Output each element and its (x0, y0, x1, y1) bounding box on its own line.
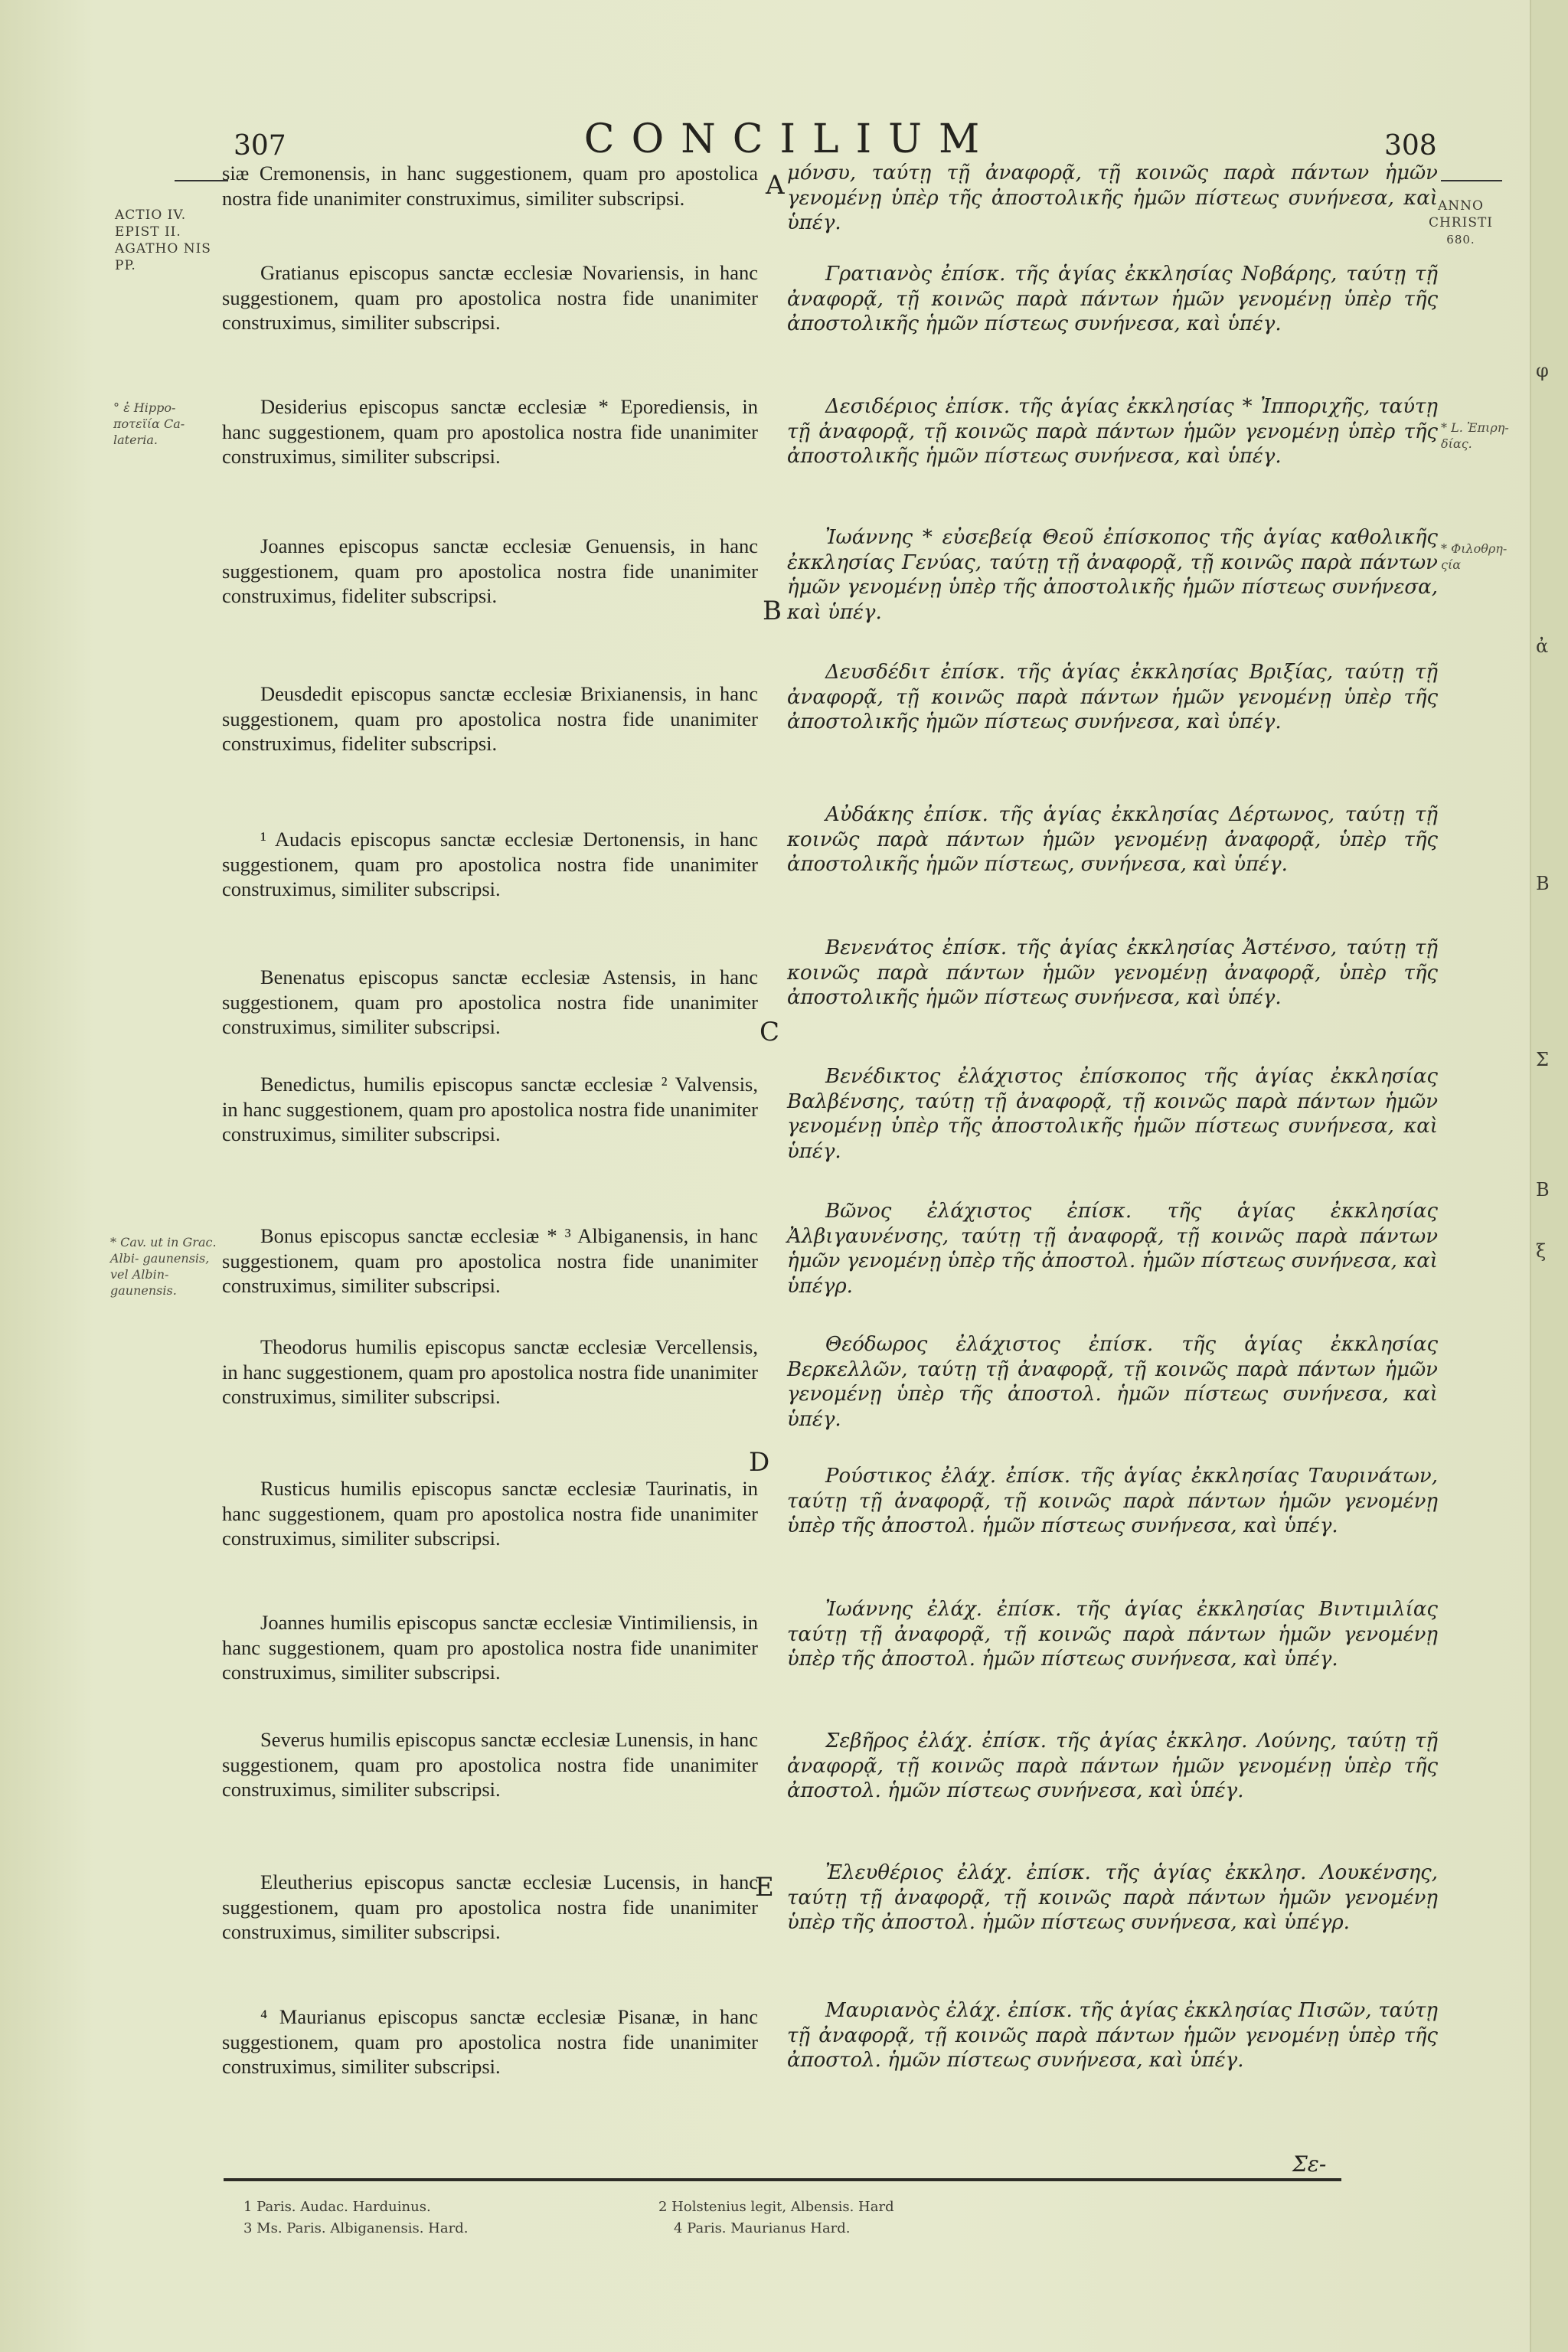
greek-entry-eleutherius: Ἐλευθέριος ἐλάχ. ἐπίσκ. τῆς ἁγίας ἐκκλησ. Λουκένσης, ταύτῃ τῇ ἀναφορᾷ, τῇ κοινῶς παρὰ πάντων ἡμῶν γενομένῃ ὑπὲρ τῆς ἀποστολ. ἡμῶν πίστεως συνήνεσα, καὶ ὑπέγρ. (787, 1861, 1438, 1934)
christi-label: CHRISTI (1428, 215, 1494, 230)
year-label: 680. (1446, 233, 1475, 247)
latin-entry-benenatus: Benenatus episcopus sanctæ ecclesiæ Astensis, in hanc suggestionem, quam pro apostolica nostra fide unanimiter construximus, similiter subscripsi. (222, 965, 758, 1038)
latin-entry-maurianus: ⁴ Maurianus episcopus sanctæ ecclesiæ Pisanæ, in hanc suggestionem, quam pro apostolica nostra fide unanimiter construximus, similiter subscripsi. (222, 2005, 758, 2078)
section-mark-e: E (755, 1872, 774, 1903)
margin-note-epirhedias: * L. Ἐπιρη- δίας. (1441, 420, 1509, 451)
catchword: Σε- (1292, 2151, 1327, 2177)
page-title: CONCILIUM (583, 116, 997, 162)
section-mark-d: D (749, 1447, 770, 1478)
margin-note-hippo: ° ἐ Hippo- ποτεϊία Ca- lateria. (113, 400, 185, 447)
greek-entry-maurianus: Μαυριανὸς ἐλάχ. ἐπίσκ. τῆς ἁγίας ἐκκλησίας Πισῶν, ταύτῃ τῇ ἀναφορᾷ, τῇ κοινῶς παρὰ πάντων ἡμῶν γενομένῃ ὑπὲρ τῆς ἀποστολ. ἡμῶν πίστεως συνήνεσα, καὶ ὑπέγ. (787, 1999, 1438, 2072)
greek-entry-severus: Σεβῆρος ἐλάχ. ἐπίσκ. τῆς ἁγίας ἐκκλησ. Λούνης, ταύτῃ τῇ ἀναφορᾷ, τῇ κοινῶς παρὰ πάντων ἡμῶν γενομένῃ ὑπὲρ τῆς ἀποστολ. ἡμῶν πίστεως συνήνεσα, καὶ ὑπέγ. (787, 1730, 1438, 1802)
page-number-left: 307 (234, 130, 286, 162)
latin-entry-theodorus: Theodorus humilis episcopus sanctæ ecclesiæ Vercellensis, in hanc suggestionem, quam pro apostolica nostra fide unanimiter construximus, similiter subscripsi. (222, 1335, 758, 1408)
footnote-2: 2 Holstenius legit, Albensis. Hard (658, 2199, 894, 2215)
footnote-4: 4 Paris. Maurianus Hard. (674, 2220, 851, 2236)
latin-entry-desiderius: Desiderius episcopus sanctæ ecclesiæ * Eporediensis, in hanc suggestionem, quam pro apostolica nostra fide unanimiter construximus, similiter subscripsi. (222, 395, 758, 468)
margin-note-philothres: * Φιλοθρη- ςία (1441, 541, 1508, 572)
facing-page-fragment: ξ (1536, 1240, 1547, 1262)
greek-entry-deusdedit: Δευσδέδιτ ἐπίσκ. τῆς ἁγίας ἐκκλησίας Βριξίας, ταύτῃ τῇ ἀναφορᾷ, τῇ κοινῶς παρὰ πάντων ἡμῶν γενομένῃ ὑπὲρ τῆς ἀποστολικῆς ἡμῶν πίστεως συνήνεσα, καὶ ὑπέγ. (787, 661, 1438, 733)
greek-entry-gratianus: Γρατιανὸς ἐπίσκ. τῆς ἁγίας ἐκκλησίας Νοβάρης, ταύτῃ τῇ ἀναφορᾷ, τῇ κοινῶς παρὰ πάντων ἡμῶν γενομένῃ ὑπὲρ τῆς ἀποστολικῆς ἡμῶν πίστεως συνήνεσα, καὶ ὑπέγ. (787, 263, 1438, 335)
margin-note-albigaunensis: * Cav. ut in Grac. Albi- gaunensis, vel Albin- gaunensis. (110, 1235, 217, 1298)
greek-entry-theodorus: Θεόδωρος ἐλάχιστος ἐπίσκ. τῆς ἁγίας ἐκκλησίας Βερκελλῶν, ταύτῃ τῇ ἀναφορᾷ, τῇ κοινῶς παρὰ πάντων ἡμῶν γενομένῃ ὑπὲρ τῆς ἀποστολ. ἡμῶν πίστεως συνήνεσα, καὶ ὑπέγ. (787, 1333, 1438, 1431)
page-number-right: 308 (1384, 130, 1437, 162)
footnote-3: 3 Ms. Paris. Albiganensis. Hard. (243, 2220, 469, 2236)
latin-entry-cremonensis: siæ Cremonensis, in hanc suggestionem, quam pro apostolica nostra fide unanimiter construximus, similiter subscripsi. (222, 162, 758, 210)
section-mark-a: A (766, 170, 785, 201)
latin-entry-audacis: ¹ Audacis episcopus sanctæ ecclesiæ Dertonensis, in hanc suggestionem, quam pro apostolica nostra fide unanimiter construximus, similiter subscripsi. (222, 828, 758, 900)
greek-entry-cremonensis: μόνσυ, ταύτῃ τῇ ἀναφορᾷ, τῇ κοινῶς παρὰ πάντων ἡμῶν γενομένῃ ὑπὲρ τῆς ἀποστολικῆς ἡμῶν πίστεως συνήνεσα, καὶ ὑπέγ. (787, 162, 1438, 234)
facing-page-edge (1530, 0, 1568, 2352)
greek-entry-joannes: Ἰωάννης * εὐσεβείᾳ Θεοῦ ἐπίσκοπος τῆς ἁγίας καθολικῆς ἐκκλησίας Γενύας, ταύτῃ τῇ ἀναφορᾷ, τῇ κοινῶς παρὰ πάντων ἡμῶν γενομένῃ ὑπὲρ τῆς ἀποστολικῆς ἡμῶν πίστεως συνήνεσα, καὶ ὑπέγ. (787, 526, 1438, 624)
latin-entry-bonus: Bonus episcopus sanctæ ecclesiæ * ³ Albiganensis, in hanc suggestionem, quam pro apostolica nostra fide unanimiter construximus, similiter subscripsi. (222, 1224, 758, 1297)
footnote-1: 1 Paris. Audac. Harduinus. (243, 2199, 431, 2215)
latin-entry-gratianus: Gratianus episcopus sanctæ ecclesiæ Novariensis, in hanc suggestionem, quam pro apostolica nostra fide unanimiter construximus, similiter subscripsi. (222, 261, 758, 334)
greek-entry-desiderius: Δεσιδέριος ἐπίσκ. τῆς ἁγίας ἐκκλησίας * Ἰπποριχῆς, ταύτῃ τῇ ἀναφορᾷ, τῇ κοινῶς παρὰ πάντων ἡμῶν γενομένῃ ὑπὲρ τῆς ἀποστολικῆς ἡμῶν πίστεως συνήνεσα, καὶ ὑπέγ. (787, 395, 1438, 468)
latin-entry-joannes-vintimiliensis: Joannes humilis episcopus sanctæ ecclesiæ Vintimiliensis, in hanc suggestionem, quam pro apostolica nostra fide unanimiter construximus, similiter subscripsi. (222, 1611, 758, 1684)
latin-entry-benedictus: Benedictus, humilis episcopus sanctæ ecclesiæ ² Valvensis, in hanc suggestionem, quam pro apostolica nostra fide unanimiter construximus, similiter subscripsi. (222, 1073, 758, 1145)
facing-page-fragment: ἀ (1536, 635, 1549, 657)
section-mark-c: C (760, 1017, 780, 1047)
greek-entry-benenatus: Βενενάτος ἐπίσκ. τῆς ἁγίας ἐκκλησίας Ἀστένσο, ταύτῃ τῇ κοινῶς παρὰ πάντων ἡμῶν γενομένῃ ἀναφορᾷ, ὑπὲρ τῆς ἀποστολικῆς ἡμῶν πίστεως συνήνεσα, καὶ ὑπέγ. (787, 936, 1438, 1009)
header-rule-right (1441, 180, 1502, 181)
latin-entry-deusdedit: Deusdedit episcopus sanctæ ecclesiæ Brixianensis, in hanc suggestionem, quam pro apostolica nostra fide unanimiter construximus, fideliter subscripsi. (222, 682, 758, 755)
anno-label: ANNO (1438, 198, 1484, 214)
greek-entry-benedictus: Βενέδικτος ἐλάχιστος ἐπίσκοπος τῆς ἁγίας ἐκκλησίας Βαλβένσης, ταύτῃ τῇ ἀναφορᾷ, τῇ κοινῶς παρὰ πάντων ἡμῶν γενομένῃ ὑπὲρ τῆς ἀποστολικῆς ἡμῶν πίστεως συνήνεσα, καὶ ὑπέγ. (787, 1065, 1438, 1163)
greek-entry-rusticus: Ρούστικος ἐλάχ. ἐπίσκ. τῆς ἁγίας ἐκκλησίας Ταυρινάτων, ταύτῃ τῇ ἀναφορᾷ, τῇ κοινῶς παρὰ πάντων ἡμῶν γενομένῃ ὑπὲρ τῆς ἀποστολ. ἡμῶν πίστεως συνήνεσα, καὶ ὑπέγ. (787, 1465, 1438, 1537)
latin-entry-joannes-genuensis: Joannes episcopus sanctæ ecclesiæ Genuensis, in hanc suggestionem, quam pro apostolica nostra fide unanimiter construximus, fideliter subscripsi. (222, 534, 758, 607)
header-rule-left (175, 180, 228, 181)
section-mark-b: B (763, 596, 782, 626)
side-heading-actio: ACTIO IV. EPIST II. AGATHO NIS PP. (115, 207, 211, 273)
facing-page-fragment: Σ (1536, 1049, 1549, 1070)
latin-entry-severus: Severus humilis episcopus sanctæ ecclesiæ Lunensis, in hanc suggestionem, quam pro apostolica nostra fide unanimiter construximus, similiter subscripsi. (222, 1728, 758, 1801)
facing-page-fragment: Β (1536, 873, 1550, 894)
footnote-rule (224, 2178, 1341, 2181)
facing-page-fragment: φ (1536, 360, 1549, 381)
latin-entry-eleutherius: Eleutherius episcopus sanctæ ecclesiæ Lucensis, in hanc suggestionem, quam pro apostolica nostra fide unanimiter construximus, similiter subscripsi. (222, 1870, 758, 1943)
greek-entry-bonus: Βῶνος ἐλάχιστος ἐπίσκ. τῆς ἁγίας ἐκκλησίας Ἀλβιγαυνένσης, ταύτῃ τῇ ἀναφορᾷ, τῇ κοινῶς παρὰ πάντων ἡμῶν γενομένῃ ὑπὲρ τῆς ἀποστολ. ἡμῶν πίστεως συνήνεσα, καὶ ὑπέγρ. (787, 1200, 1438, 1298)
greek-entry-audacis: Αὐδάκης ἐπίσκ. τῆς ἁγίας ἐκκλησίας Δέρτωνος, ταύτῃ τῇ κοινῶς παρὰ πάντων ἡμῶν γενομένῃ ἀναφορᾷ, ὑπὲρ τῆς ἀποστολικῆς ἡμῶν πίστεως, συνήνεσα, καὶ ὑπέγ. (787, 803, 1438, 876)
facing-page-fragment: Β (1536, 1179, 1550, 1200)
latin-entry-rusticus: Rusticus humilis episcopus sanctæ ecclesiæ Taurinatis, in hanc suggestionem, quam pro apostolica nostra fide unanimiter construximus, similiter subscripsi. (222, 1477, 758, 1550)
greek-entry-joannes-vintimilias: Ἰωάννης ἐλάχ. ἐπίσκ. τῆς ἁγίας ἐκκλησίας Βιντιμιλίας ταύτῃ τῇ ἀναφορᾷ, τῇ κοινῶς παρὰ πάντων ἡμῶν γενομένῃ ὑπὲρ τῆς ἀποστολ. ἡμῶν πίστεως συνήνεσα, καὶ ὑπέγ. (787, 1598, 1438, 1671)
